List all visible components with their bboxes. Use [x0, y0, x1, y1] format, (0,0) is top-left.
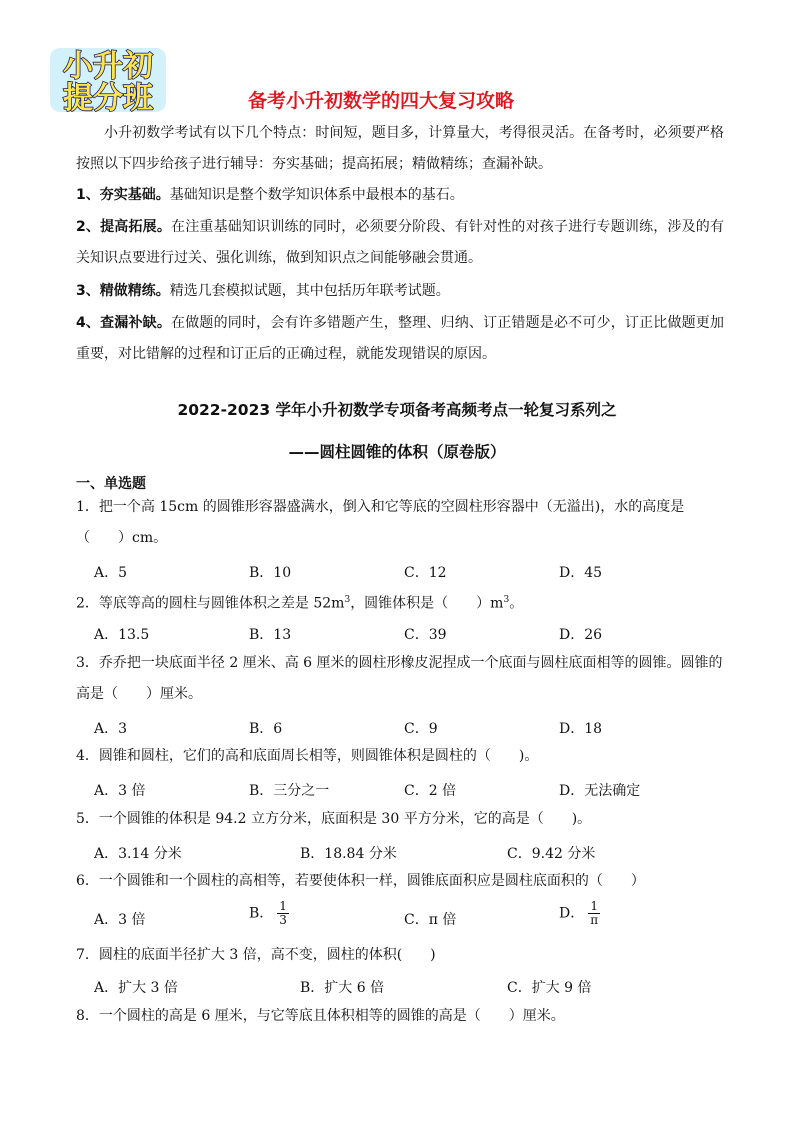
- tip-3: [76, 276, 724, 307]
- q7-option-b: B．扩大 6 倍: [300, 980, 385, 996]
- q2-text-post: 。: [509, 595, 524, 612]
- q2-option-d: D．26: [559, 627, 603, 643]
- q3-option-d: D．18: [559, 721, 603, 737]
- q6-option-d-label: D．: [559, 905, 585, 922]
- main-title-line1: 2022-2023 学年小升初数学专项备考高频考点一轮复习系列之: [177, 401, 617, 419]
- question-8: 8．一个圆柱的高是 6 厘米，与它等底且体积相等的圆锥的高是（ ）厘米。: [76, 1008, 565, 1024]
- tip-2-head: 2、提高拓展。: [76, 219, 172, 235]
- q5-option-c: C．9.42 分米: [507, 846, 596, 862]
- q7-option-a: A．扩大 3 倍: [94, 980, 178, 996]
- intro-paragraph: 小升初数学考试有以下几个特点：时间短，题目多，计算量大，考得很灵活。在备考时，必须要严格按照以下四步给孩子进行辅导：夯实基础；提高拓展；精做精练；查漏补缺。: [76, 125, 724, 172]
- q4-option-d: D．无法确定: [559, 783, 641, 799]
- q1-option-c: C．12: [404, 565, 447, 581]
- q3-option-a: A．3: [94, 721, 128, 737]
- tip-3-body: 精选几套模拟试题，其中包括历年联考试题。: [169, 283, 450, 299]
- q2-option-c: C．39: [404, 627, 447, 643]
- question-1: 1．把一个高 15cm 的圆锥形容器盛满水，倒入和它等底的空圆柱形容器中（无溢出)，水的高度是（ ）cm。: [76, 499, 685, 546]
- q4-option-c: C．2 倍: [404, 783, 457, 799]
- q2-sup-2: 3: [503, 595, 510, 605]
- tip-4-head: 4、查漏补缺。: [76, 315, 172, 331]
- q4-option-b: B．三分之一: [249, 783, 330, 799]
- q4-option-a: A．3 倍: [94, 783, 146, 799]
- logo-graphic: [44, 44, 172, 116]
- q6-option-b: [249, 900, 289, 927]
- q2-option-a: A．13.5: [94, 627, 150, 643]
- q6-option-d: [559, 900, 600, 927]
- tip-4-body: 在做题的同时，会有许多错题产生，整理、归纳、订正错题是必不可少，订正比做题更加重要，对比错解的过程和订正后的正确过程，就能发现错误的原因。: [76, 315, 724, 362]
- main-title-line2: ——圆柱圆锥的体积（原卷版）: [288, 443, 506, 461]
- tip-1-body: 基础知识是整个数学知识体系中最根本的基石。: [169, 187, 464, 203]
- tip-3-head: 3、精做精练。: [76, 283, 170, 299]
- header-title: 备考小升初数学的四大复习攻略: [248, 90, 515, 112]
- q6-option-d-denominator: π: [590, 913, 599, 927]
- question-7: 7．圆柱的底面半径扩大 3 倍，高不变，圆柱的体积( ): [76, 947, 436, 963]
- q6-option-d-numerator: 1: [590, 899, 598, 913]
- q5-option-a: A．3.14 分米: [94, 846, 182, 862]
- question-4: 4．圆锥和圆柱，它们的高和底面周长相等，则圆锥体积是圆柱的（ )。: [76, 748, 539, 764]
- q6-option-b-denominator: 3: [279, 913, 287, 927]
- q2-option-b: B．13: [249, 627, 292, 643]
- q3-option-c: C．9: [404, 721, 438, 737]
- q5-option-b: B．18.84 分米: [300, 846, 397, 862]
- logo-line2: 提分班: [63, 81, 153, 116]
- q6-option-b-numerator: 1: [279, 899, 287, 913]
- logo-line1: 小升初: [63, 49, 153, 84]
- tip-2-body: 在注重基础知识训练的同时，必须要分阶段、有针对性的对孩子进行专题训练，涉及的有关知识点要进行过关、强化训练，做到知识点之间能够融会贯通。: [76, 219, 724, 266]
- question-3: 3．乔乔把一块底面半径 2 厘米、高 6 厘米的圆柱形橡皮泥捏成一个底面与圆柱底面相等的圆锥。圆锥的高是（ ）厘米。: [76, 655, 723, 702]
- q1-option-d: D．45: [559, 565, 603, 581]
- q2-text-mid: ，圆锥体积是（ ）m: [350, 595, 504, 612]
- q6-option-b-label: B．: [249, 905, 274, 922]
- section-heading: 一、单选题: [76, 476, 146, 492]
- q6-option-b-fraction: [277, 900, 289, 927]
- tip-4: [76, 308, 724, 370]
- tip-2: [76, 212, 724, 274]
- question-5: 5．一个圆锥的体积是 94.2 立方分米，底面积是 30 平方分米，它的高是（ )。: [76, 811, 592, 827]
- q3-option-b: B．6: [249, 721, 283, 737]
- q7-option-c: C．扩大 9 倍: [507, 980, 592, 996]
- q2-sup-1: 3: [344, 595, 351, 605]
- tip-1: [76, 180, 724, 211]
- q2-text-pre: 2．等底等高的圆柱与圆锥体积之差是 52m: [76, 595, 345, 612]
- q1-option-b: B．10: [249, 565, 292, 581]
- q6-option-c: C．π 倍: [404, 912, 457, 928]
- question-2: [76, 585, 724, 620]
- q6-option-a: A．3 倍: [94, 912, 146, 928]
- logo: [44, 44, 172, 116]
- question-6: 6．一个圆锥和一个圆柱的高相等，若要使体积一样，圆锥底面积应是圆柱底面积的（ ）: [76, 873, 645, 889]
- tip-1-head: 1、夯实基础。: [76, 187, 170, 203]
- q1-option-a: A．5: [94, 565, 128, 581]
- q6-option-d-fraction: [588, 900, 600, 927]
